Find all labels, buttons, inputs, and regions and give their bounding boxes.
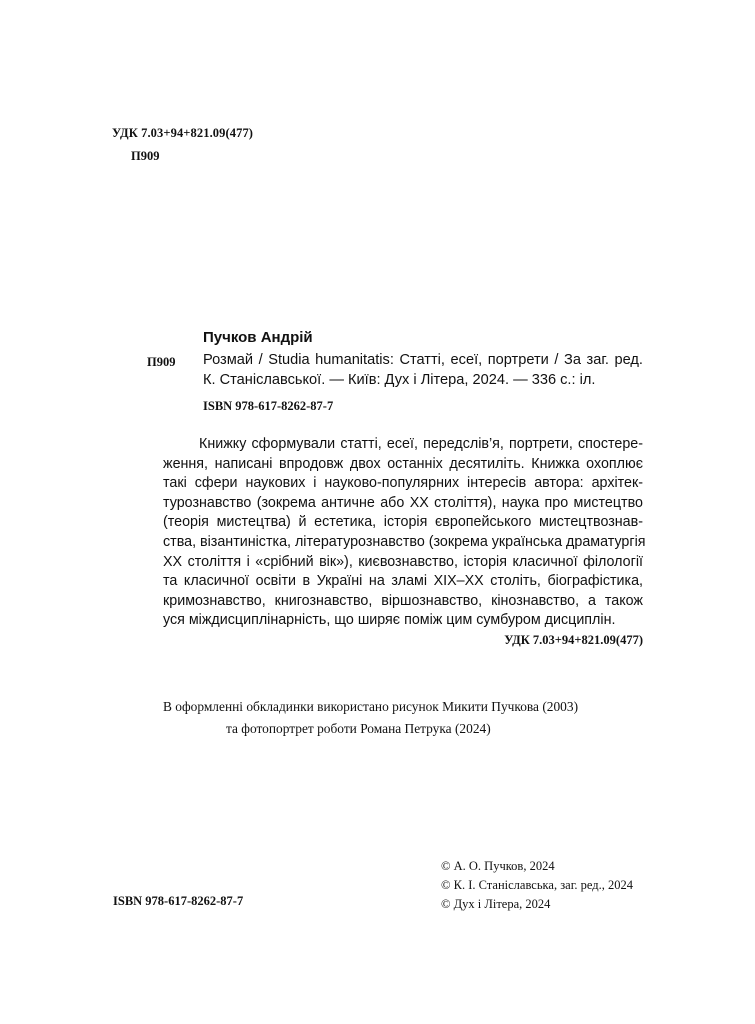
annotation-line: (теорія мистецтва) й естетика, історія європейського мистецтвознав- xyxy=(163,514,643,531)
author-name: Пучков Андрій xyxy=(203,329,313,346)
isbn-bibliographic: ISBN 978-617-8262-87-7 xyxy=(203,399,334,413)
isbn-footer: ISBN 978-617-8262-87-7 xyxy=(113,894,244,908)
author-code-side: П909 xyxy=(147,355,176,369)
copyright-line: © А. О. Пучков, 2024 xyxy=(441,859,555,873)
annotation-line: ження, написані впродовж двох останніх десятиліть. Книжка охоплює xyxy=(163,455,643,472)
annotation-line: Книжку сформували статті, есеї, передслів’я, портрети, спостере- xyxy=(199,436,643,452)
udk-code-bottom: УДК 7.03+94+821.09(477) xyxy=(504,633,643,647)
annotation-line: уся міждисциплінарність, що ширяє поміж цим сумбуром дисциплін. xyxy=(163,612,616,629)
annotation-line: турознавство (зокрема античне або XX століття), наука про мистецтво xyxy=(163,494,643,511)
cover-credit-line-2: та фотопортрет роботи Романа Петрука (2024) xyxy=(226,721,491,736)
annotation-line: XX століття і «срібний вік»), києвознавство, історія класичної філології xyxy=(163,553,643,570)
copyright-line: © Дух і Літера, 2024 xyxy=(441,897,551,911)
bibliographic-description-line-2: К. Станіславської. — Київ: Дух і Літера, 2024. — 336 с.: іл. xyxy=(203,372,596,388)
annotation-line: та класичної освіти в Україні на зламі XIX–XX століть, біографістика, xyxy=(163,573,643,590)
annotation-paragraph xyxy=(163,435,646,631)
annotation-line: ства, візантиністка, літературознавство (зокрема українська драматургія xyxy=(163,533,646,550)
copyright-block xyxy=(441,857,633,914)
bibliographic-description-line-1: Розмай / Studia humanitatis: Статті, есеї, портрети / За заг. ред. xyxy=(203,352,643,368)
copyright-line: © К. І. Станіславська, заг. ред., 2024 xyxy=(441,878,634,892)
annotation-line: такі сфери наукових і науково-популярних інтересів автора: архітек- xyxy=(163,475,643,492)
annotation-line: кримознавство, книгознавство, віршознавство, кінознавство, а також xyxy=(163,592,643,609)
author-code-top: П909 xyxy=(131,149,160,163)
cover-credit-line-1: В оформленні обкладинки використано рисунок Микити Пучкова (2003) xyxy=(163,699,579,714)
udk-code-top: УДК 7.03+94+821.09(477) xyxy=(112,126,254,140)
